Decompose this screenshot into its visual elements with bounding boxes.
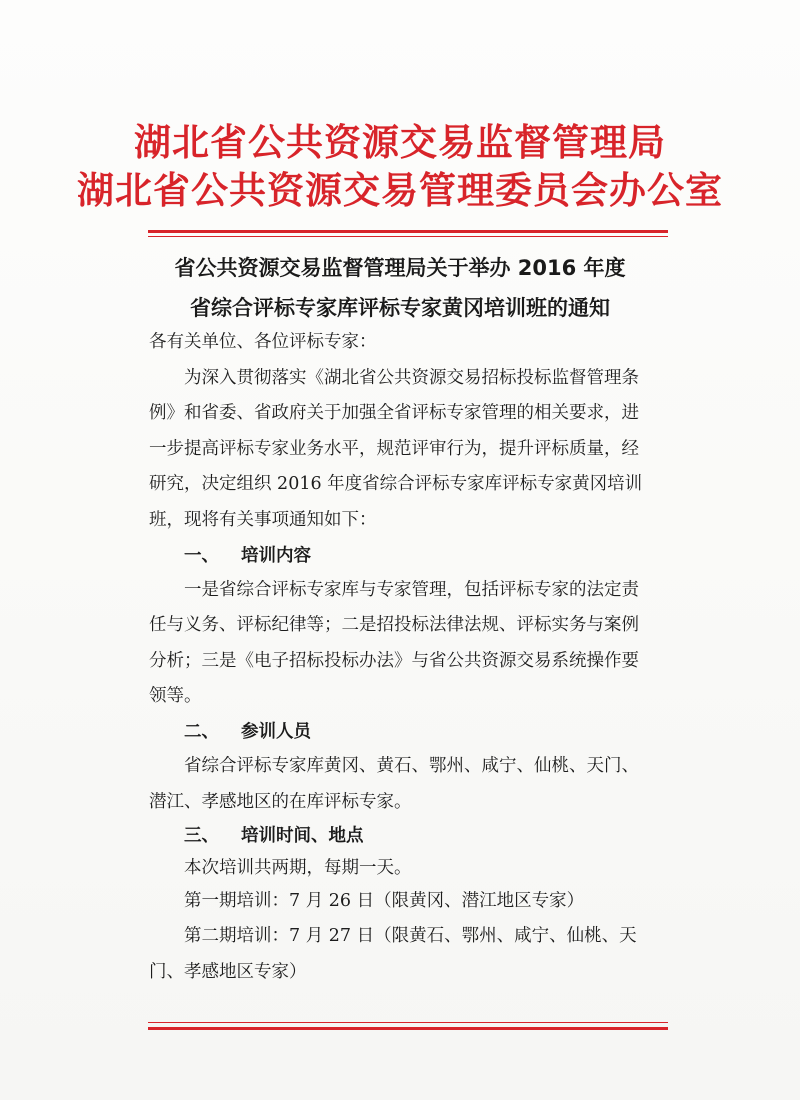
letterhead-rule-thick bbox=[148, 230, 668, 233]
section-3-line-4: 门、孝感地区专家） bbox=[149, 962, 307, 982]
intro-line-4: 研究，决定组织 2016 年度省综合评标专家库评标专家黄冈培训 bbox=[149, 474, 643, 494]
section-1-line-1: 一是省综合评标专家库与专家管理，包括评标专家的法定责 bbox=[184, 580, 639, 600]
intro-line-5: 班，现将有关事项通知如下： bbox=[149, 510, 377, 530]
section-1-number: 一、 bbox=[184, 546, 219, 566]
section-2-title: 参训人员 bbox=[241, 722, 311, 742]
section-1-line-2: 任与义务、评标纪律等；二是招投标法律法规、评标实务与案例 bbox=[149, 615, 639, 635]
section-3-number: 三、 bbox=[184, 826, 219, 846]
letterhead-line-2: 湖北省公共资源交易管理委员会办公室 bbox=[77, 168, 723, 212]
section-3-line-3: 第二期培训：7 月 27 日（限黄石、鄂州、咸宁、仙桃、天 bbox=[184, 926, 637, 946]
salutation: 各有关单位、各位评标专家： bbox=[149, 332, 377, 352]
notice-title-line-1: 省公共资源交易监督管理局关于举办 2016 年度 bbox=[174, 256, 626, 280]
section-3-heading bbox=[184, 822, 364, 847]
section-1-heading bbox=[184, 542, 311, 567]
section-2-line-2: 潜江、孝感地区的在库评标专家。 bbox=[149, 792, 412, 812]
section-1-title: 培训内容 bbox=[241, 546, 311, 566]
section-3-line-1: 本次培训共两期，每期一天。 bbox=[184, 858, 412, 878]
letterhead bbox=[0, 118, 800, 214]
footer-rule-thin bbox=[148, 1022, 668, 1023]
section-2-heading bbox=[184, 718, 311, 743]
section-1-line-3: 分析；三是《电子招标投标办法》与省公共资源交易系统操作要 bbox=[149, 651, 639, 671]
letterhead-rule-thin bbox=[148, 236, 668, 237]
intro-line-1: 为深入贯彻落实《湖北省公共资源交易招标投标监督管理条 bbox=[184, 368, 639, 388]
section-2-line-1: 省综合评标专家库黄冈、黄石、鄂州、咸宁、仙桃、天门、 bbox=[184, 756, 639, 776]
section-3-title: 培训时间、地点 bbox=[241, 826, 364, 846]
footer-rule-thick bbox=[148, 1027, 668, 1030]
section-3-line-2: 第一期培训：7 月 26 日（限黄冈、潜江地区专家） bbox=[184, 891, 585, 911]
intro-line-3: 一步提高评标专家业务水平，规范评审行为，提升评标质量，经 bbox=[149, 439, 639, 459]
section-1-line-4: 领等。 bbox=[149, 686, 202, 706]
notice-title-line-2: 省综合评标专家库评标专家黄冈培训班的通知 bbox=[190, 296, 610, 320]
letterhead-line-1: 湖北省公共资源交易监督管理局 bbox=[134, 120, 666, 164]
section-2-number: 二、 bbox=[184, 722, 219, 742]
intro-line-2: 例》和省委、省政府关于加强全省评标专家管理的相关要求，进 bbox=[149, 403, 639, 423]
